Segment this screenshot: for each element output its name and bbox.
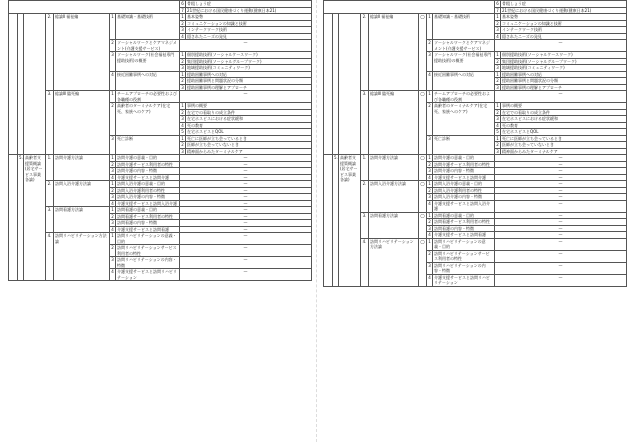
empty-dash: — bbox=[495, 187, 627, 194]
item-number: 1 bbox=[111, 207, 114, 212]
item-label: 訪問介護の意義・目的 bbox=[116, 155, 180, 162]
sub-number: 3 bbox=[496, 65, 499, 70]
major-number: 5. bbox=[18, 155, 24, 281]
item-label: 訪問介護サービス利用者の特性 bbox=[116, 161, 180, 168]
empty-dash: — bbox=[180, 213, 312, 220]
item-number: 2 bbox=[110, 40, 116, 52]
sub-number: 3 bbox=[496, 27, 499, 32]
major-label: 高齢者支援策概論(居宅サービス事業各論) bbox=[339, 155, 361, 287]
item-label: 介護支援サービスと訪問介護 bbox=[433, 174, 495, 181]
item-label: 介護支援サービスと訪問リハビリテーション bbox=[433, 274, 495, 286]
item-number: 4 bbox=[427, 200, 433, 212]
mid-label: 総論Ⅲ 臨死編 bbox=[369, 91, 419, 155]
item-number: 3 bbox=[110, 52, 116, 72]
sub-label: 援助困難事例への対応 bbox=[501, 71, 627, 78]
sub-label: 援助困難事例への対応 bbox=[186, 71, 312, 78]
mid-label: 訪問リハビリテーション方法論 bbox=[369, 238, 419, 286]
check-mark: ◯ bbox=[419, 212, 427, 238]
blank-cell bbox=[9, 1, 180, 14]
empty-dash: — bbox=[180, 155, 312, 162]
mid-label: 総論Ⅱ 福祉編 bbox=[54, 14, 110, 91]
item-label: 高齢者のターミナルケア(在宅死、家族へのケア) bbox=[116, 103, 180, 136]
item-label: 介護支援サービスと訪問入浴介護 bbox=[116, 200, 180, 207]
item-label: ソーシャルワークとケアマネジメント(介護支援サービス) bbox=[116, 40, 180, 52]
item-number: 4 bbox=[427, 71, 433, 91]
sub-label: 集団援助技術(ソーシャルグループワーク) bbox=[501, 58, 627, 65]
item-number: 3 bbox=[427, 52, 433, 72]
mid-label: 訪問介護方法論 bbox=[369, 155, 419, 181]
item-number: 3 bbox=[110, 257, 116, 269]
item-label: 介護支援サービスと訪問リハビリテーション bbox=[116, 269, 180, 281]
item-label: 訪問看護サービス利用者の特性 bbox=[116, 213, 180, 220]
table-row bbox=[9, 91, 312, 103]
item-number: 1 bbox=[427, 238, 433, 250]
item-label: 訪問看護の意義・目的 bbox=[433, 212, 495, 219]
sub-number: 4 bbox=[181, 122, 184, 128]
mid-number: 4. bbox=[361, 238, 369, 286]
sub-label: 21世紀における国民健康づくり運動(健康日本21) bbox=[501, 7, 627, 14]
sub-number: 1 bbox=[181, 71, 184, 77]
item-label: ソーシャルワーク(社会福祉専門援助技術)の概要 bbox=[433, 52, 495, 72]
item-number: 2 bbox=[427, 103, 433, 136]
check-mark: ◯ bbox=[419, 238, 427, 286]
sub-label: 事例の概要 bbox=[186, 103, 312, 110]
sub-label: 援助困難事例の理解とアプローチ bbox=[186, 84, 312, 91]
sub-label: 在宅ホスピスにおける症状緩和 bbox=[501, 116, 627, 123]
mid-number: 3. bbox=[46, 91, 54, 155]
item-label: 訪問介護の内容・特徴 bbox=[433, 168, 495, 175]
sub-label: 21世紀における国民健康づくり運動(健康日本21) bbox=[186, 7, 312, 14]
sub-label: 死亡に医師が立ち会っているとき bbox=[186, 135, 312, 142]
empty-dash: — bbox=[180, 161, 312, 168]
curriculum-table bbox=[323, 0, 627, 287]
item-label: 訪問リハビリテーションの意義・目的 bbox=[116, 233, 180, 245]
mid-number: 3. bbox=[361, 91, 369, 155]
page-left bbox=[8, 0, 311, 442]
marker-cell bbox=[9, 155, 18, 281]
major-label bbox=[339, 14, 361, 155]
sub-number: 1 bbox=[181, 135, 184, 141]
blank-cell bbox=[324, 1, 495, 14]
item-number: 3 bbox=[427, 262, 433, 274]
item-number: 3 bbox=[110, 135, 116, 155]
check-mark: ◯ bbox=[419, 155, 427, 181]
mid-number: 3. bbox=[46, 207, 54, 233]
mid-label: 訪問看護方法論 bbox=[369, 212, 419, 238]
item-label: 基礎知識・基礎技術 bbox=[116, 14, 180, 40]
major-label bbox=[24, 14, 46, 155]
item-number: 4 bbox=[428, 232, 431, 237]
empty-dash: — bbox=[495, 262, 627, 274]
empty-dash: — bbox=[180, 226, 312, 233]
item-label: チームアプローチの必要性および各職種の役割 bbox=[433, 91, 495, 103]
empty-dash: — bbox=[495, 181, 627, 188]
mid-number: 2. bbox=[46, 181, 54, 207]
item-number: 2 bbox=[428, 219, 431, 224]
sub-number: 4 bbox=[181, 33, 184, 39]
item-label: 訪問看護サービス利用者の特性 bbox=[433, 219, 495, 226]
item-label: ソーシャルワークとケアマネジメント(介護支援サービス) bbox=[433, 40, 495, 52]
mid-label: 訪問介護方法論 bbox=[54, 155, 110, 181]
sub-label: 援助困難事例の理解とアプローチ bbox=[501, 84, 627, 91]
mid-number: 2. bbox=[361, 181, 369, 213]
sub-number: 3 bbox=[181, 148, 184, 154]
mid-number: 2. bbox=[361, 14, 369, 91]
sub-number: 2 bbox=[181, 142, 184, 147]
check-mark: ◯ bbox=[419, 181, 427, 213]
table-row bbox=[324, 238, 627, 250]
item-number: 1 bbox=[427, 91, 433, 103]
sub-number: 2 bbox=[496, 20, 499, 26]
empty-dash: — bbox=[495, 212, 627, 219]
item-number: 1 bbox=[428, 212, 431, 218]
sub-label: 死亡に医師が立ち会っているとき bbox=[501, 135, 627, 142]
sub-label: 医師が立ち会っていないとき bbox=[501, 142, 627, 149]
marker-cell bbox=[324, 14, 333, 155]
sub-number: 4 bbox=[496, 122, 499, 128]
sub-number: 1 bbox=[496, 71, 499, 77]
item-number: 1 bbox=[427, 14, 433, 40]
item-number: 1 bbox=[110, 91, 116, 103]
page-divider bbox=[316, 0, 317, 442]
sub-number: 2 bbox=[181, 58, 184, 64]
empty-dash: — bbox=[495, 250, 627, 262]
sub-number: 1 bbox=[496, 135, 499, 141]
sub-label: 個別援助技術(ソーシャルケースワーク) bbox=[186, 52, 312, 59]
sub-number: 4 bbox=[496, 33, 499, 39]
empty-dash: — bbox=[180, 187, 312, 194]
sub-number: 7 bbox=[181, 7, 184, 13]
empty-dash: — bbox=[495, 155, 627, 162]
mid-label: 訪問入浴介護方法論 bbox=[54, 181, 110, 207]
table-row bbox=[9, 233, 312, 245]
item-number: 4 bbox=[111, 200, 114, 206]
sub-number: 3 bbox=[496, 116, 499, 121]
sub-label: 在宅での看取りの成立条件 bbox=[186, 109, 312, 116]
sub-number: 3 bbox=[496, 148, 499, 154]
sub-label: 基本姿勢 bbox=[501, 14, 627, 21]
sub-number: 3 bbox=[181, 84, 184, 90]
empty-dash: — bbox=[180, 269, 312, 281]
sub-number: 2 bbox=[496, 109, 499, 115]
sub-number: 3 bbox=[496, 84, 499, 90]
sub-label: 精神面からみたターミナルケア bbox=[501, 148, 627, 155]
item-number: 1 bbox=[110, 233, 116, 245]
sub-number: 2 bbox=[496, 142, 499, 147]
sub-number: 2 bbox=[181, 78, 184, 83]
sub-label: 精神面からみたターミナルケア bbox=[186, 148, 312, 155]
mid-label: 訪問リハビリテーション方法論 bbox=[54, 233, 110, 281]
empty-dash: — bbox=[495, 40, 627, 52]
sub-number: 3 bbox=[181, 65, 184, 70]
mid-label: 総論Ⅲ 臨死編 bbox=[54, 91, 110, 155]
empty-dash: — bbox=[180, 233, 312, 245]
sub-label: 地域援助技術(コミュニティワーク) bbox=[501, 65, 627, 72]
item-number: 2 bbox=[110, 245, 116, 257]
item-label: 訪問リハビリテーションサービス利用者の特性 bbox=[116, 245, 180, 257]
marker-cell bbox=[324, 155, 333, 287]
mid-number: 2. bbox=[46, 14, 54, 91]
item-number: 2 bbox=[111, 213, 114, 219]
sub-label: 個別援助技術(ソーシャルケースワーク) bbox=[501, 52, 627, 59]
sub-label: 医師が立ち会っていないとき bbox=[186, 142, 312, 149]
sub-number: 2 bbox=[496, 58, 499, 64]
item-label: 訪問リハビリテーションの内容・特徴 bbox=[116, 257, 180, 269]
sub-label: 援助困難事例と問題状況の分類 bbox=[186, 78, 312, 85]
sub-label: 事例の概要 bbox=[501, 103, 627, 110]
sub-label: コミュニケーションの知識と技術 bbox=[501, 20, 627, 27]
empty-dash: — bbox=[495, 91, 627, 103]
item-number: 3 bbox=[428, 168, 431, 173]
item-number: 1 bbox=[110, 14, 116, 40]
item-number: 2 bbox=[428, 187, 431, 193]
item-number: 2 bbox=[427, 250, 433, 262]
item-number: 1 bbox=[428, 155, 431, 160]
empty-dash: — bbox=[180, 194, 312, 201]
item-label: 高齢者のターミナルケア(在宅死、家族へのケア) bbox=[433, 103, 495, 136]
sub-label: 隠されたニーズの発見 bbox=[501, 33, 627, 40]
sub-number: 1 bbox=[496, 52, 499, 57]
sub-label: 在宅ホスピスとQOL bbox=[501, 129, 627, 136]
check-mark: ◯ bbox=[419, 91, 427, 155]
item-number: 3 bbox=[111, 194, 114, 199]
item-label: 訪問リハビリテーションの意義・目的 bbox=[433, 238, 495, 250]
sub-number: 7 bbox=[496, 7, 499, 13]
empty-dash: — bbox=[180, 168, 312, 175]
item-number: 1 bbox=[111, 181, 114, 186]
sub-number: 1 bbox=[181, 14, 184, 19]
item-label: 訪問介護の内容・特徴 bbox=[116, 168, 180, 175]
sub-label: 隠されたニーズの発見 bbox=[186, 33, 312, 40]
item-number: 4 bbox=[111, 174, 114, 180]
empty-dash: — bbox=[180, 91, 312, 103]
item-label: 死亡診断 bbox=[433, 135, 495, 155]
item-number: 4 bbox=[110, 71, 116, 91]
empty-dash: — bbox=[495, 168, 627, 175]
item-label: 接近困難事例への対応 bbox=[116, 71, 180, 91]
page-right bbox=[323, 0, 626, 442]
item-number: 1 bbox=[111, 155, 114, 160]
item-label: ソーシャルワーク(社会福祉専門援助技術)の概要 bbox=[116, 52, 180, 72]
sub-label: 死の教育 bbox=[186, 122, 312, 129]
mid-number: 1. bbox=[46, 155, 54, 181]
mid-number: 4. bbox=[46, 233, 54, 281]
sub-label: 地域援助技術(コミュニティワーク) bbox=[186, 65, 312, 72]
empty-dash: — bbox=[180, 174, 312, 181]
item-number: 3 bbox=[111, 220, 114, 225]
sub-label: 死の教育 bbox=[501, 122, 627, 129]
sub-number: 1 bbox=[496, 103, 499, 108]
empty-dash: — bbox=[495, 174, 627, 181]
item-number: 4 bbox=[428, 174, 431, 180]
item-number: 2 bbox=[110, 103, 116, 136]
sub-number: 5 bbox=[181, 129, 184, 134]
empty-dash: — bbox=[495, 219, 627, 226]
item-label: 訪問入浴介護利用者の特性 bbox=[116, 187, 180, 194]
item-number: 4 bbox=[111, 226, 114, 232]
item-label: 訪問入浴介護の意義・目的 bbox=[116, 181, 180, 188]
item-number: 2 bbox=[428, 161, 431, 167]
item-label: 介護支援サービスと訪問介護 bbox=[116, 174, 180, 181]
item-label: 訪問看護の内容・特徴 bbox=[116, 220, 180, 227]
sub-number: 2 bbox=[496, 78, 499, 83]
sub-number: 1 bbox=[181, 52, 184, 57]
empty-dash: — bbox=[495, 232, 627, 239]
empty-dash: — bbox=[495, 194, 627, 201]
item-label: 訪問看護の内容・特徴 bbox=[433, 225, 495, 232]
empty-dash: — bbox=[495, 274, 627, 286]
item-number: 3 bbox=[427, 135, 433, 155]
empty-dash: — bbox=[180, 257, 312, 269]
empty-dash: — bbox=[180, 220, 312, 227]
empty-dash: — bbox=[495, 161, 627, 168]
item-label: 介護支援サービスと訪問入浴介護 bbox=[433, 200, 495, 212]
sub-label: 在宅での看取りの成立条件 bbox=[501, 109, 627, 116]
sub-label: 集団援助技術(ソーシャルグループワーク) bbox=[186, 58, 312, 65]
sub-label: インテークワーク技術 bbox=[186, 27, 312, 34]
mid-label: 総論Ⅱ 福祉編 bbox=[369, 14, 419, 91]
empty-dash: — bbox=[180, 40, 312, 52]
sub-label: 在宅ホスピスにおける症状緩和 bbox=[186, 116, 312, 123]
major-number: 5. bbox=[333, 155, 339, 287]
table-row bbox=[324, 91, 627, 103]
sub-label: 基本姿勢 bbox=[186, 14, 312, 21]
item-number: 1 bbox=[428, 181, 431, 186]
item-label: 基礎知識・基礎技術 bbox=[433, 14, 495, 40]
item-label: 訪問介護サービス利用者の特性 bbox=[433, 161, 495, 168]
empty-dash: — bbox=[180, 207, 312, 214]
empty-dash: — bbox=[180, 200, 312, 207]
item-number: 4 bbox=[110, 269, 116, 281]
sub-number: 2 bbox=[181, 109, 184, 115]
empty-dash: — bbox=[495, 225, 627, 232]
empty-dash: — bbox=[495, 200, 627, 212]
empty-dash: — bbox=[495, 238, 627, 250]
sub-number: 1 bbox=[181, 103, 184, 108]
curriculum-table bbox=[8, 0, 312, 281]
sub-number: 6 bbox=[181, 1, 184, 6]
item-number: 3 bbox=[428, 225, 431, 231]
item-number: 4 bbox=[427, 274, 433, 286]
sub-label: インテークワーク技術 bbox=[501, 27, 627, 34]
item-label: 接近困難事例への対応 bbox=[433, 71, 495, 91]
item-label: 訪問看護の意義・目的 bbox=[116, 207, 180, 214]
item-label: 訪問入浴介護利用者の特性 bbox=[433, 187, 495, 194]
sub-label: 援助困難事例と問題状況の分類 bbox=[501, 78, 627, 85]
item-label: 訪問入浴介護の内容・特徴 bbox=[116, 194, 180, 201]
item-label: 訪問介護の意義・目的 bbox=[433, 155, 495, 162]
empty-dash: — bbox=[180, 181, 312, 188]
sub-label: 在宅ホスピスとQOL bbox=[186, 129, 312, 136]
empty-dash: — bbox=[180, 245, 312, 257]
major-label: 高齢者支援策概論(居宅サービス事業各論) bbox=[24, 155, 46, 281]
item-label: 訪問入浴介護の内容・特徴 bbox=[433, 194, 495, 201]
sub-label: 骨粗しょう症 bbox=[186, 1, 312, 8]
item-number: 2 bbox=[111, 187, 114, 193]
sub-number: 1 bbox=[496, 14, 499, 19]
check-mark: ◯ bbox=[419, 14, 427, 91]
mid-label: 訪問入浴介護方法論 bbox=[369, 181, 419, 213]
item-label: 介護支援サービスと訪問看護 bbox=[116, 226, 180, 233]
sub-label: 骨粗しょう症 bbox=[501, 1, 627, 8]
sub-number: 3 bbox=[181, 116, 184, 121]
sub-number: 3 bbox=[181, 27, 184, 32]
item-number: 3 bbox=[428, 194, 431, 199]
mid-number: 1. bbox=[361, 155, 369, 181]
item-number: 3 bbox=[111, 168, 114, 173]
item-number: 2 bbox=[111, 161, 114, 167]
item-label: 訪問リハビリテーションの内容・特徴 bbox=[433, 262, 495, 274]
sub-number: 6 bbox=[496, 1, 499, 6]
item-number: 2 bbox=[427, 40, 433, 52]
marker-cell bbox=[9, 14, 18, 155]
mid-number: 3. bbox=[361, 212, 369, 238]
item-label: チームアプローチの必要性および各職種の役割 bbox=[116, 91, 180, 103]
sub-label: コミュニケーションの知識と技術 bbox=[186, 20, 312, 27]
item-label: 死亡診断 bbox=[116, 135, 180, 155]
sub-number: 5 bbox=[496, 129, 499, 134]
sub-number: 2 bbox=[181, 20, 184, 26]
mid-label: 訪問看護方法論 bbox=[54, 207, 110, 233]
item-label: 訪問入浴介護の意義・目的 bbox=[433, 181, 495, 188]
item-label: 介護支援サービスと訪問看護 bbox=[433, 232, 495, 239]
item-label: 訪問リハビリテーションサービス利用者の特性 bbox=[433, 250, 495, 262]
